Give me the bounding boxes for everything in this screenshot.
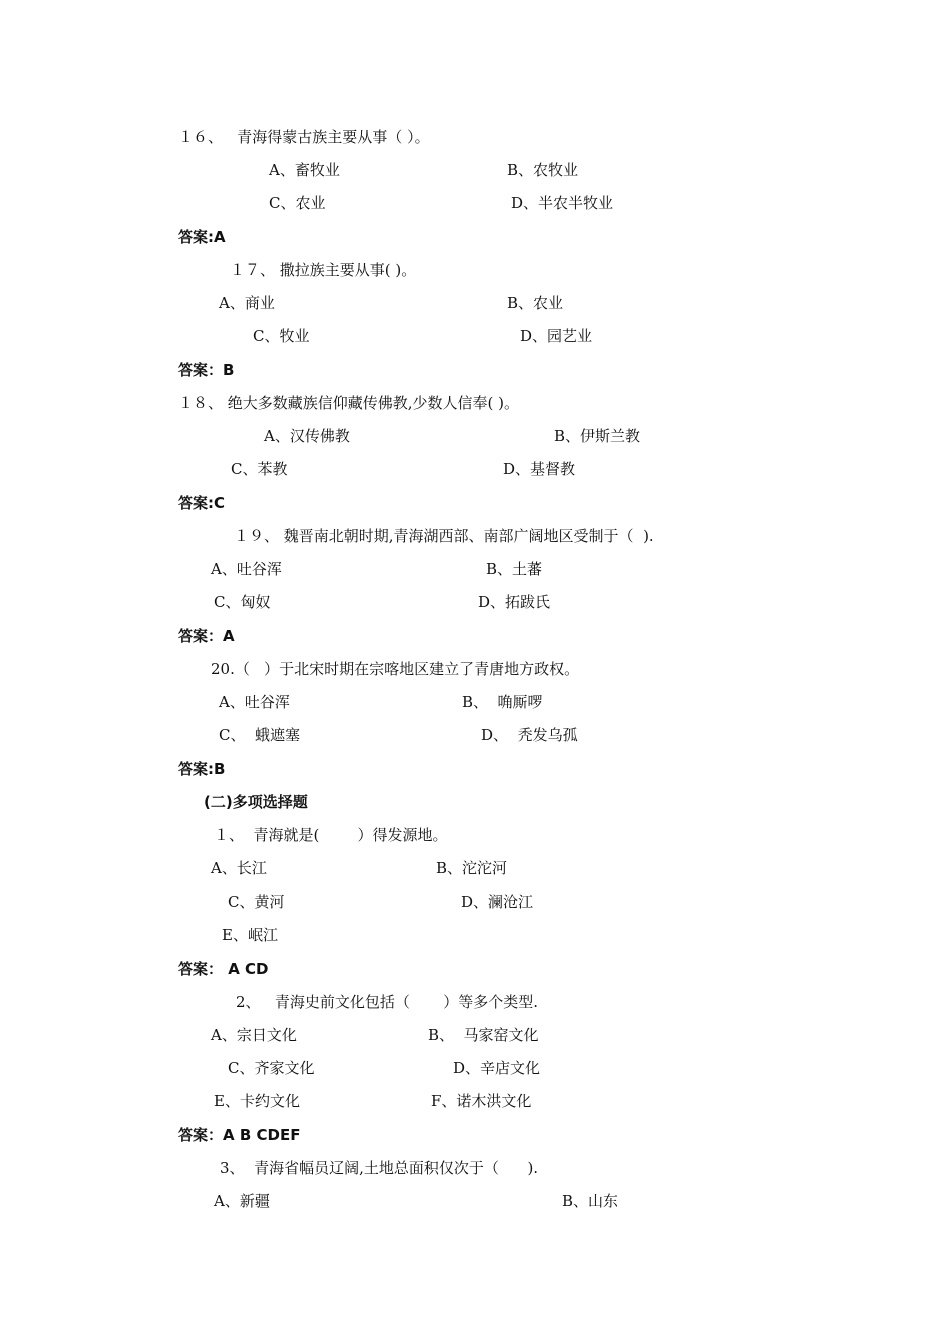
question-19-option-b: B、土蕃: [486, 560, 543, 578]
question-20-option-c: C、 蛾遮塞: [219, 726, 301, 744]
question-16-option-b: B、农牧业: [507, 161, 579, 179]
question-17-option-b: B、农业: [507, 294, 564, 312]
section-heading-multiple-choice: (二)多项选择题: [204, 793, 308, 811]
multi-question-1-option-c: C、黄河: [228, 893, 285, 911]
multi-question-2-option-b: B、 马家窑文化: [428, 1026, 539, 1044]
question-18-stem: １８、 绝大多数藏族信仰藏传佛教,少数人信奉( )。: [178, 394, 520, 412]
multi-question-2-option-a: A、宗日文化: [211, 1026, 297, 1044]
question-19-option-a: A、吐谷浑: [211, 560, 282, 578]
question-18-option-a: A、汉传佛教: [264, 427, 350, 445]
question-17-stem: １７、 撒拉族主要从事( )。: [230, 261, 417, 279]
question-18-answer: 答案:C: [178, 494, 226, 512]
question-20-option-b: B、 唃厮啰: [462, 693, 543, 711]
question-17-answer: 答案：B: [178, 361, 235, 379]
multi-question-1-option-e: E、岷江: [222, 926, 278, 944]
question-18-option-c: C、苯教: [231, 460, 288, 478]
multi-question-2-answer: 答案：A B CDEF: [178, 1126, 301, 1144]
question-20-stem: 20.（ ）于北宋时期在宗喀地区建立了青唐地方政权。: [211, 660, 580, 678]
question-18-option-d: D、基督教: [503, 460, 576, 478]
question-18-option-b: B、伊斯兰教: [554, 427, 641, 445]
question-20-option-d: D、 秃发乌孤: [481, 726, 578, 744]
multi-question-3-option-b: B、山东: [562, 1192, 619, 1210]
question-17-option-d: D、园艺业: [520, 327, 593, 345]
multi-question-1-option-a: A、长江: [211, 859, 267, 877]
multi-question-3-stem: 3、 青海省幅员辽阔,土地总面积仅次于（ ).: [220, 1159, 539, 1177]
question-17-option-a: A、商业: [219, 294, 275, 312]
multi-question-1-stem: １、 青海就是( ）得发源地。: [214, 826, 448, 844]
question-16-option-a: A、畜牧业: [269, 161, 340, 179]
multi-question-2-option-d: D、辛店文化: [453, 1059, 541, 1077]
multi-question-2-option-f: F、诺木洪文化: [431, 1092, 532, 1110]
multi-question-3-option-a: A、新疆: [214, 1192, 270, 1210]
multi-question-1-option-b: B、沱沱河: [436, 859, 508, 877]
multi-question-2-option-e: E、卡约文化: [214, 1092, 300, 1110]
multi-question-2-option-c: C、齐家文化: [228, 1059, 315, 1077]
question-16-stem: １６、 青海得蒙古族主要从事（ ）。: [178, 128, 430, 146]
question-19-option-c: C、匈奴: [214, 593, 271, 611]
multi-question-2-stem: 2、 青海史前文化包括（ ）等多个类型.: [236, 993, 538, 1011]
question-16-option-d: D、半农半牧业: [511, 194, 614, 212]
question-19-stem: １９、 魏晋南北朝时期,青海湖西部、南部广阔地区受制于（ ).: [234, 527, 654, 545]
multi-question-1-answer: 答案： A CD: [178, 960, 269, 978]
multi-question-1-option-d: D、澜沧江: [461, 893, 534, 911]
question-19-answer: 答案：A: [178, 627, 235, 645]
question-17-option-c: C、牧业: [253, 327, 310, 345]
question-20-option-a: A、吐谷浑: [219, 693, 290, 711]
question-19-option-d: D、拓跋氏: [478, 593, 551, 611]
question-16-option-c: C、农业: [269, 194, 326, 212]
question-20-answer: 答案:B: [178, 760, 226, 778]
question-16-answer: 答案:A: [178, 228, 226, 246]
